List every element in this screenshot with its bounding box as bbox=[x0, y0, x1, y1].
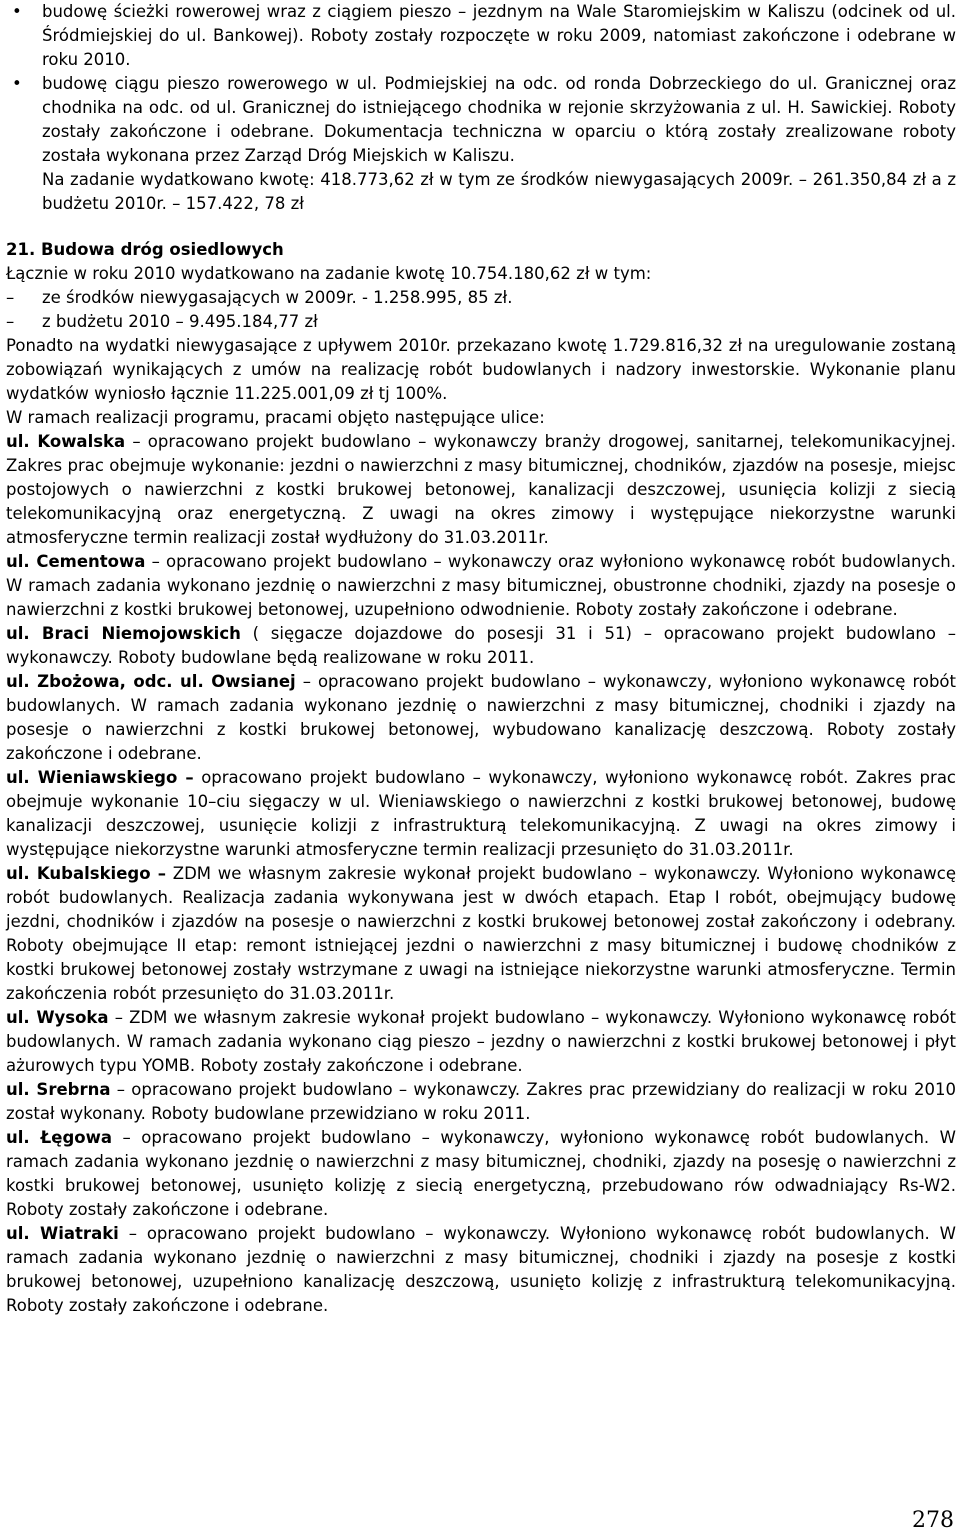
total-paragraph: Łącznie w roku 2010 wydatkowano na zadanie kwotę 10.754.180,62 zł w tym: bbox=[6, 264, 652, 283]
street-paragraph bbox=[6, 766, 956, 862]
street-text: ZDM we własnym zakresie wykonał projekt budowlano – wykonawczy. Wyłoniono wykonawcę robót budowlanych. Realizacja zadania wykonywana jest w dwóch etapach. Etap I robót, obejmujący budowę jezdni, chodników i zjazdów na posesje o nawierzchni z kostki brukowej betonowej został zakończony i odebrany. Roboty obejmujące II etap: remont istniejącej jezdni o nawierzchni z masy bitumicznej i budowę chodników z kostki brukowej betonowej zostały wstrzymane z uwagi na istniejące niekorzystne warunki atmosferyczne. Termin zakończenia robót przesunięto do 31.03.2011r. bbox=[6, 864, 956, 1003]
bullet-text: budowę ścieżki rowerowej wraz z ciągiem pieszo – jezdnym na Wale Staromiejskim w Kaliszu (odcinek od ul. Śródmiejskiej do ul. Bankowej). Roboty zostały rozpoczęte w roku 2009, natomiast zakończone i odebrane w roku 2010. bbox=[42, 2, 956, 69]
street-name: ul. Wysoka bbox=[6, 1008, 109, 1027]
dash-text: z budżetu 2010 – 9.495.184,77 zł bbox=[42, 312, 318, 331]
street-text: ( sięgacze dojazdowe do posesji 31 i 51) – opracowano projekt budowlano – wykonawczy. Roboty budowlane będą realizowane w roku 2011. bbox=[6, 624, 956, 667]
list-item bbox=[6, 0, 956, 72]
street-name: ul. Łęgowa bbox=[6, 1128, 112, 1147]
street-text: – opracowano projekt budowlano – wykonawczy branży drogowej, sanitarnej, telekomunikacyjnej. Zakres prac obejmuje wykonanie: jezdni o nawierzchni z masy bitumicznej, chodników, zjazdów na posesje, miejsc postojowych o nawierzchni z kostki brukowej betonowej, kanalizacji deszczowej, usunięcia kolizji z siecią telekomunikacyjną oraz energetyczną. Z uwagi na okres zimowy i występujące niekorzystne warunki atmosferyczne termin realizacji został wydłużony do 31.03.2011r. bbox=[6, 432, 956, 547]
extra-paragraph: Ponadto na wydatki niewygasające z upływem 2010r. przekazano kwotę 1.729.816,32 zł na uregulowanie zostaną zobowiązań wynikających z umów na realizację robót budowlanych i nadzory inwestorskie. Wykonanie planu wydatków wyniosło łącznie 11.225.001,09 zł tj 100%. bbox=[6, 336, 956, 403]
street-paragraph bbox=[6, 1126, 956, 1222]
street-name: ul. Zbożowa, odc. ul. Owsianej bbox=[6, 672, 296, 691]
street-name: ul. Cementowa bbox=[6, 552, 146, 571]
street-name: ul. Wieniawskiego – bbox=[6, 768, 194, 787]
street-paragraph bbox=[6, 670, 956, 766]
bullet-text: budowę ciągu pieszo rowerowego w ul. Podmiejskiej na odc. od ronda Dobrzeckiego do ul. Granicznej oraz chodnika na odc. od ul. Granicznej do istniejącego chodnika w rejonie skrzyżowania z ul. H. Sawickiej. Roboty zostały zakończone i odebrane. Dokumentacja techniczna w oparciu o którą zostały zrealizowane roboty została wykonana przez Zarząd Dróg Miejskich w Kaliszu. bbox=[42, 74, 956, 165]
street-paragraph bbox=[6, 622, 956, 670]
street-text: – ZDM we własnym zakresie wykonał projekt budowlano – wykonawczy. Wyłoniono wykonawcę robót budowlanych. W ramach zadania wykonano ciąg pieszo – jezdny o nawierzchni z kostki brukowej betonowej i płyt ażurowych typu YOMB. Roboty zostały zakończone i odebrane. bbox=[6, 1008, 957, 1075]
bullet-icon: • bbox=[12, 74, 22, 93]
dash-icon: – bbox=[6, 288, 15, 307]
street-text: – opracowano projekt budowlano – wykonawczy, wyłoniono wykonawcę robót budowlanych. W ramach zadania wykonano jezdnię o nawierzchni z masy bitumicznej, chodniki, zjazdy na posesję o nawierzchni z kostki brukowej betonowej, usunięto kolizję z siecią energetyczną, przebudowano rów odwadniający Rs-W2. Roboty zostały zakończone i odebrane. bbox=[6, 1128, 956, 1219]
street-name: ul. Kubalskiego – bbox=[6, 864, 167, 883]
street-paragraph bbox=[6, 862, 956, 1006]
street-name: ul. Srebrna bbox=[6, 1080, 111, 1099]
document-page bbox=[6, 0, 956, 1318]
street-text: – opracowano projekt budowlano – wykonawczy. Wyłoniono wykonawcę robót budowlanych. W ramach zadania wykonano jezdnię o nawierzchni z masy bitumicznej, chodniki i zjazdy na posesje z kostki brukowej betonowej, uzupełniono kanalizację deszczową, usunięto kolizję z infrastrukturą telekomunikacyjną. Roboty zostały zakończone i odebrane. bbox=[6, 1224, 956, 1315]
street-text: opracowano projekt budowlano – wykonawczy, wyłoniono wykonawcę robót. Zakres prac obejmuje wykonanie 10–ciu sięgaczy w ul. Wieniawskiego o nawierzchni z kostki brukowej betonowej, budowę kanalizacji deszczowej, usunięcie kolizji z infrastrukturą telekomunikacyjną. Z uwagi na okres zimowy i występujące niekorzystne warunki atmosferyczne termin realizacji przesunięto do 31.03.2011r. bbox=[6, 768, 957, 859]
street-paragraph bbox=[6, 1078, 956, 1126]
list-item bbox=[6, 72, 956, 168]
street-name: ul. Wiatraki bbox=[6, 1224, 119, 1243]
list-item bbox=[6, 310, 956, 334]
bullet-icon: • bbox=[12, 2, 22, 21]
dash-icon: – bbox=[6, 312, 15, 331]
dash-text: ze środków niewygasających w 2009r. - 1.258.995, 85 zł. bbox=[42, 288, 513, 307]
street-text: – opracowano projekt budowlano – wykonawczy. Zakres prac przewidziany do realizacji w roku 2010 został wykonany. Roboty budowlane przewidziano w roku 2011. bbox=[6, 1080, 956, 1123]
street-paragraph bbox=[6, 550, 956, 622]
street-paragraph bbox=[6, 1222, 956, 1318]
spend-paragraph: Na zadanie wydatkowano kwotę: 418.773,62 zł w tym ze środków niewygasających 2009r. – 261.350,84 zł a z budżetu 2010r. – 157.422, 78 zł bbox=[42, 170, 956, 213]
page-number: 278 bbox=[912, 1508, 954, 1533]
section-heading: 21. Budowa dróg osiedlowych bbox=[6, 240, 284, 259]
street-text: – opracowano projekt budowlano – wykonawczy oraz wyłoniono wykonawcę robót budowlanych. W ramach zadania wykonano jezdnię o nawierzchni z masy bitumicznej, obustronne chodniki, zjazdy na posesje o nawierzchni z kostki brukowej betonowej, uzupełniono odwodnienie. Roboty zostały zakończone i odebrane. bbox=[6, 552, 956, 619]
streets-intro: W ramach realizacji programu, pracami objęto następujące ulice: bbox=[6, 408, 545, 427]
street-paragraph bbox=[6, 1006, 956, 1078]
street-name: ul. Kowalska bbox=[6, 432, 126, 451]
street-text: – opracowano projekt budowlano – wykonawczy, wyłoniono wykonawcę robót budowlanych. W ramach zadania wykonano jezdnię o nawierzchni z masy bitumicznej, chodniki i zjazdy na posesje o nawierzchni z kostki brukowej betonowej, wybudowano kanalizację deszczową. Roboty zostały zakończone i odebrane. bbox=[6, 672, 956, 763]
street-paragraph bbox=[6, 430, 956, 550]
street-name: ul. Braci Niemojowskich bbox=[6, 624, 241, 643]
list-item bbox=[6, 286, 956, 310]
